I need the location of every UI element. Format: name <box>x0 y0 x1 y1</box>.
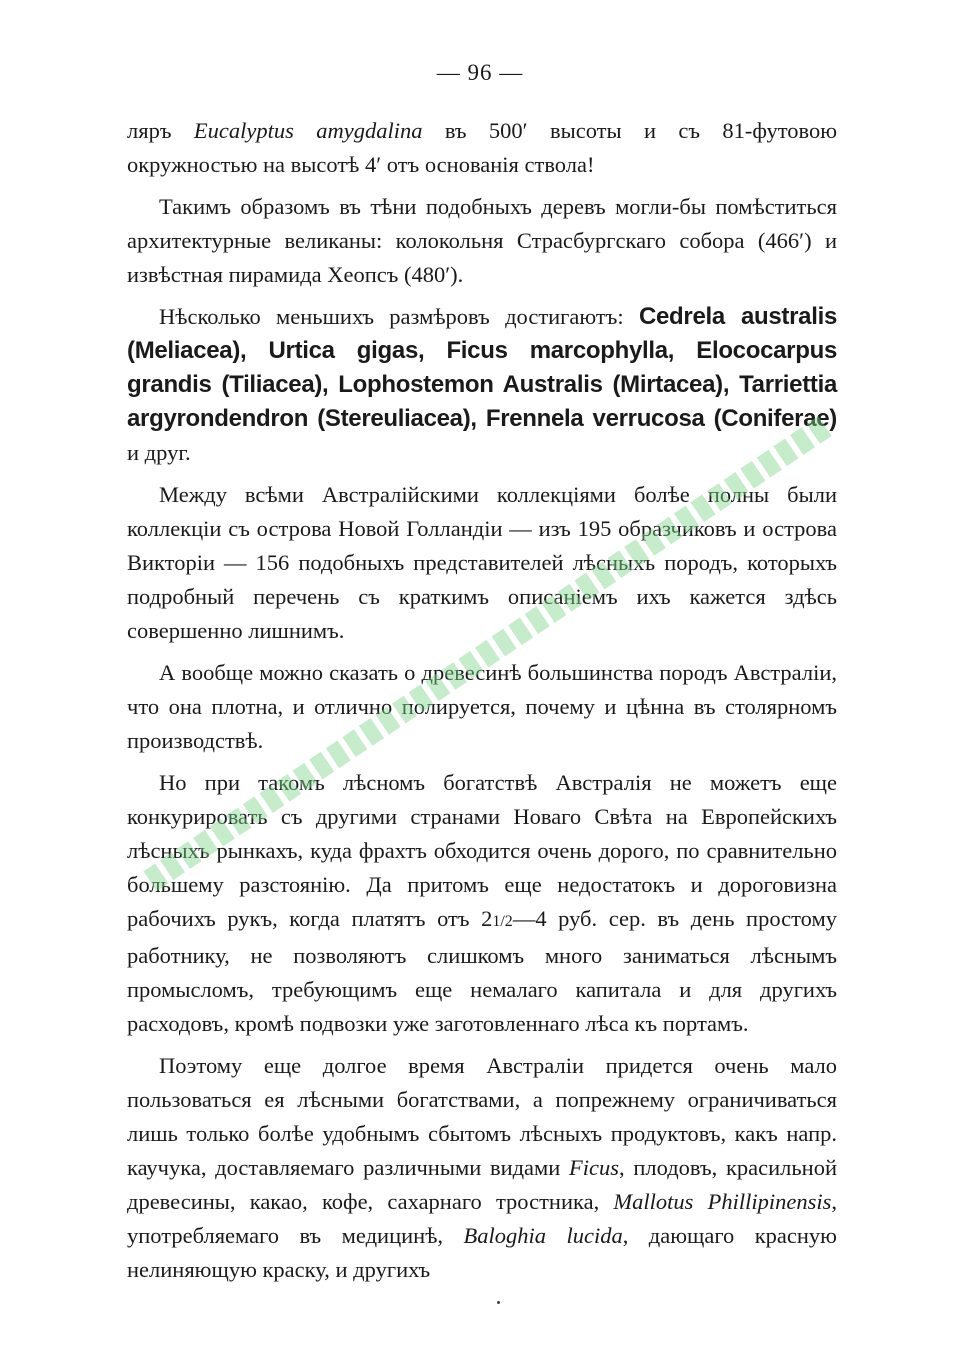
text-run: Поэтому еще долгое время Австраліи придется очень мало пользоваться ея лѣсными богатствами, а попрежнему ограничиваться лишь только болѣе удобнымъ сбытомъ лѣсныхъ продуктовъ, какъ напр. каучука, доставляемаго различными видами <box>127 1053 837 1180</box>
paragraph-1 <box>127 114 837 182</box>
text-run: Но при такомъ лѣсномъ богатствѣ Австралія не можетъ еще конкурировать съ другими странами Новаго Свѣта на Европейскихъ лѣсныхъ рынкахъ, куда фрахтъ обходится очень дорого, по сравнительно большему разстоянію. Да притомъ еще недостатокъ и дороговизна рабочихъ рукъ, когда платятъ отъ 2 <box>127 770 837 931</box>
species-name: Mallotus Phillipinensis <box>613 1189 832 1214</box>
paragraph-5: А вообще можно сказать о древесинѣ большинства породъ Австраліи, что она плотна, и отлично полируется, почему и цѣнна въ столярномъ производствѣ. <box>127 660 837 753</box>
text-run: въ 500′ высоты и съ 81-футовою окружностью на высотѣ 4′ отъ основанія ствола! <box>127 118 838 177</box>
text-run: , дающаго красную нелиняющую краску, и другихъ <box>127 1223 837 1282</box>
text-run: Нѣсколько меньшихъ размѣровъ достигаютъ: <box>159 304 639 329</box>
species-name: Eucalyptus amygdalina <box>193 118 423 143</box>
body-text <box>127 114 837 1295</box>
species-name: Ficus <box>569 1155 620 1180</box>
paragraph-3 <box>127 300 837 470</box>
text-run: ляръ <box>127 118 194 143</box>
paragraph-6 <box>127 766 837 1041</box>
page-number: — 96 — <box>436 60 524 85</box>
text-run: , плодовъ, красильной древесины, какао, кофе, сахарнаго тростника, <box>127 1155 837 1214</box>
species-list: Cedrela australis (Meliacea), Urtica gigas, Ficus marcophylla, Elococarpus grandis (Tiliacea), Lophostemon Australis (Mirtacea), Tarriettia argyrondendron (Stereuliacea), Frennela verrucosa (Coniferae) <box>127 303 837 432</box>
paragraph-2: Такимъ образомъ въ тѣни подобныхъ деревъ могли-бы помѣститься архитектурные великаны: колокольня Страсбургскаго собора (466′) и извѣстная пирамида Хеопсъ (480′). <box>127 194 837 287</box>
paragraph-7 <box>127 1049 837 1287</box>
page-speck <box>497 1301 500 1304</box>
species-name: Baloghia lucida <box>463 1223 623 1248</box>
text-run: —4 руб. сер. въ день простому работнику, не позволяютъ слишкомъ много заниматься лѣснымъ промысломъ, требующимъ еще немалаго капитала и для другихъ расходовъ, кромѣ подвозки уже заготовленнаго лѣса къ портамъ. <box>127 906 837 1036</box>
text-run: , употребляемаго въ медицинѣ, <box>127 1189 837 1248</box>
paragraph-4: Между всѣми Австралійскими коллекціями болѣе полны были коллекціи съ острова Новой Голландіи — изъ 195 образчиковъ и острова Викторіи — 156 подобныхъ представителей лѣсныхъ породъ, которыхъ подробный перечень съ краткимъ описаніемъ ихъ кажется здѣсь совершенно лишнимъ. <box>127 482 837 643</box>
fraction: 1/2 <box>492 913 513 930</box>
text-run: и друг. <box>127 440 191 465</box>
